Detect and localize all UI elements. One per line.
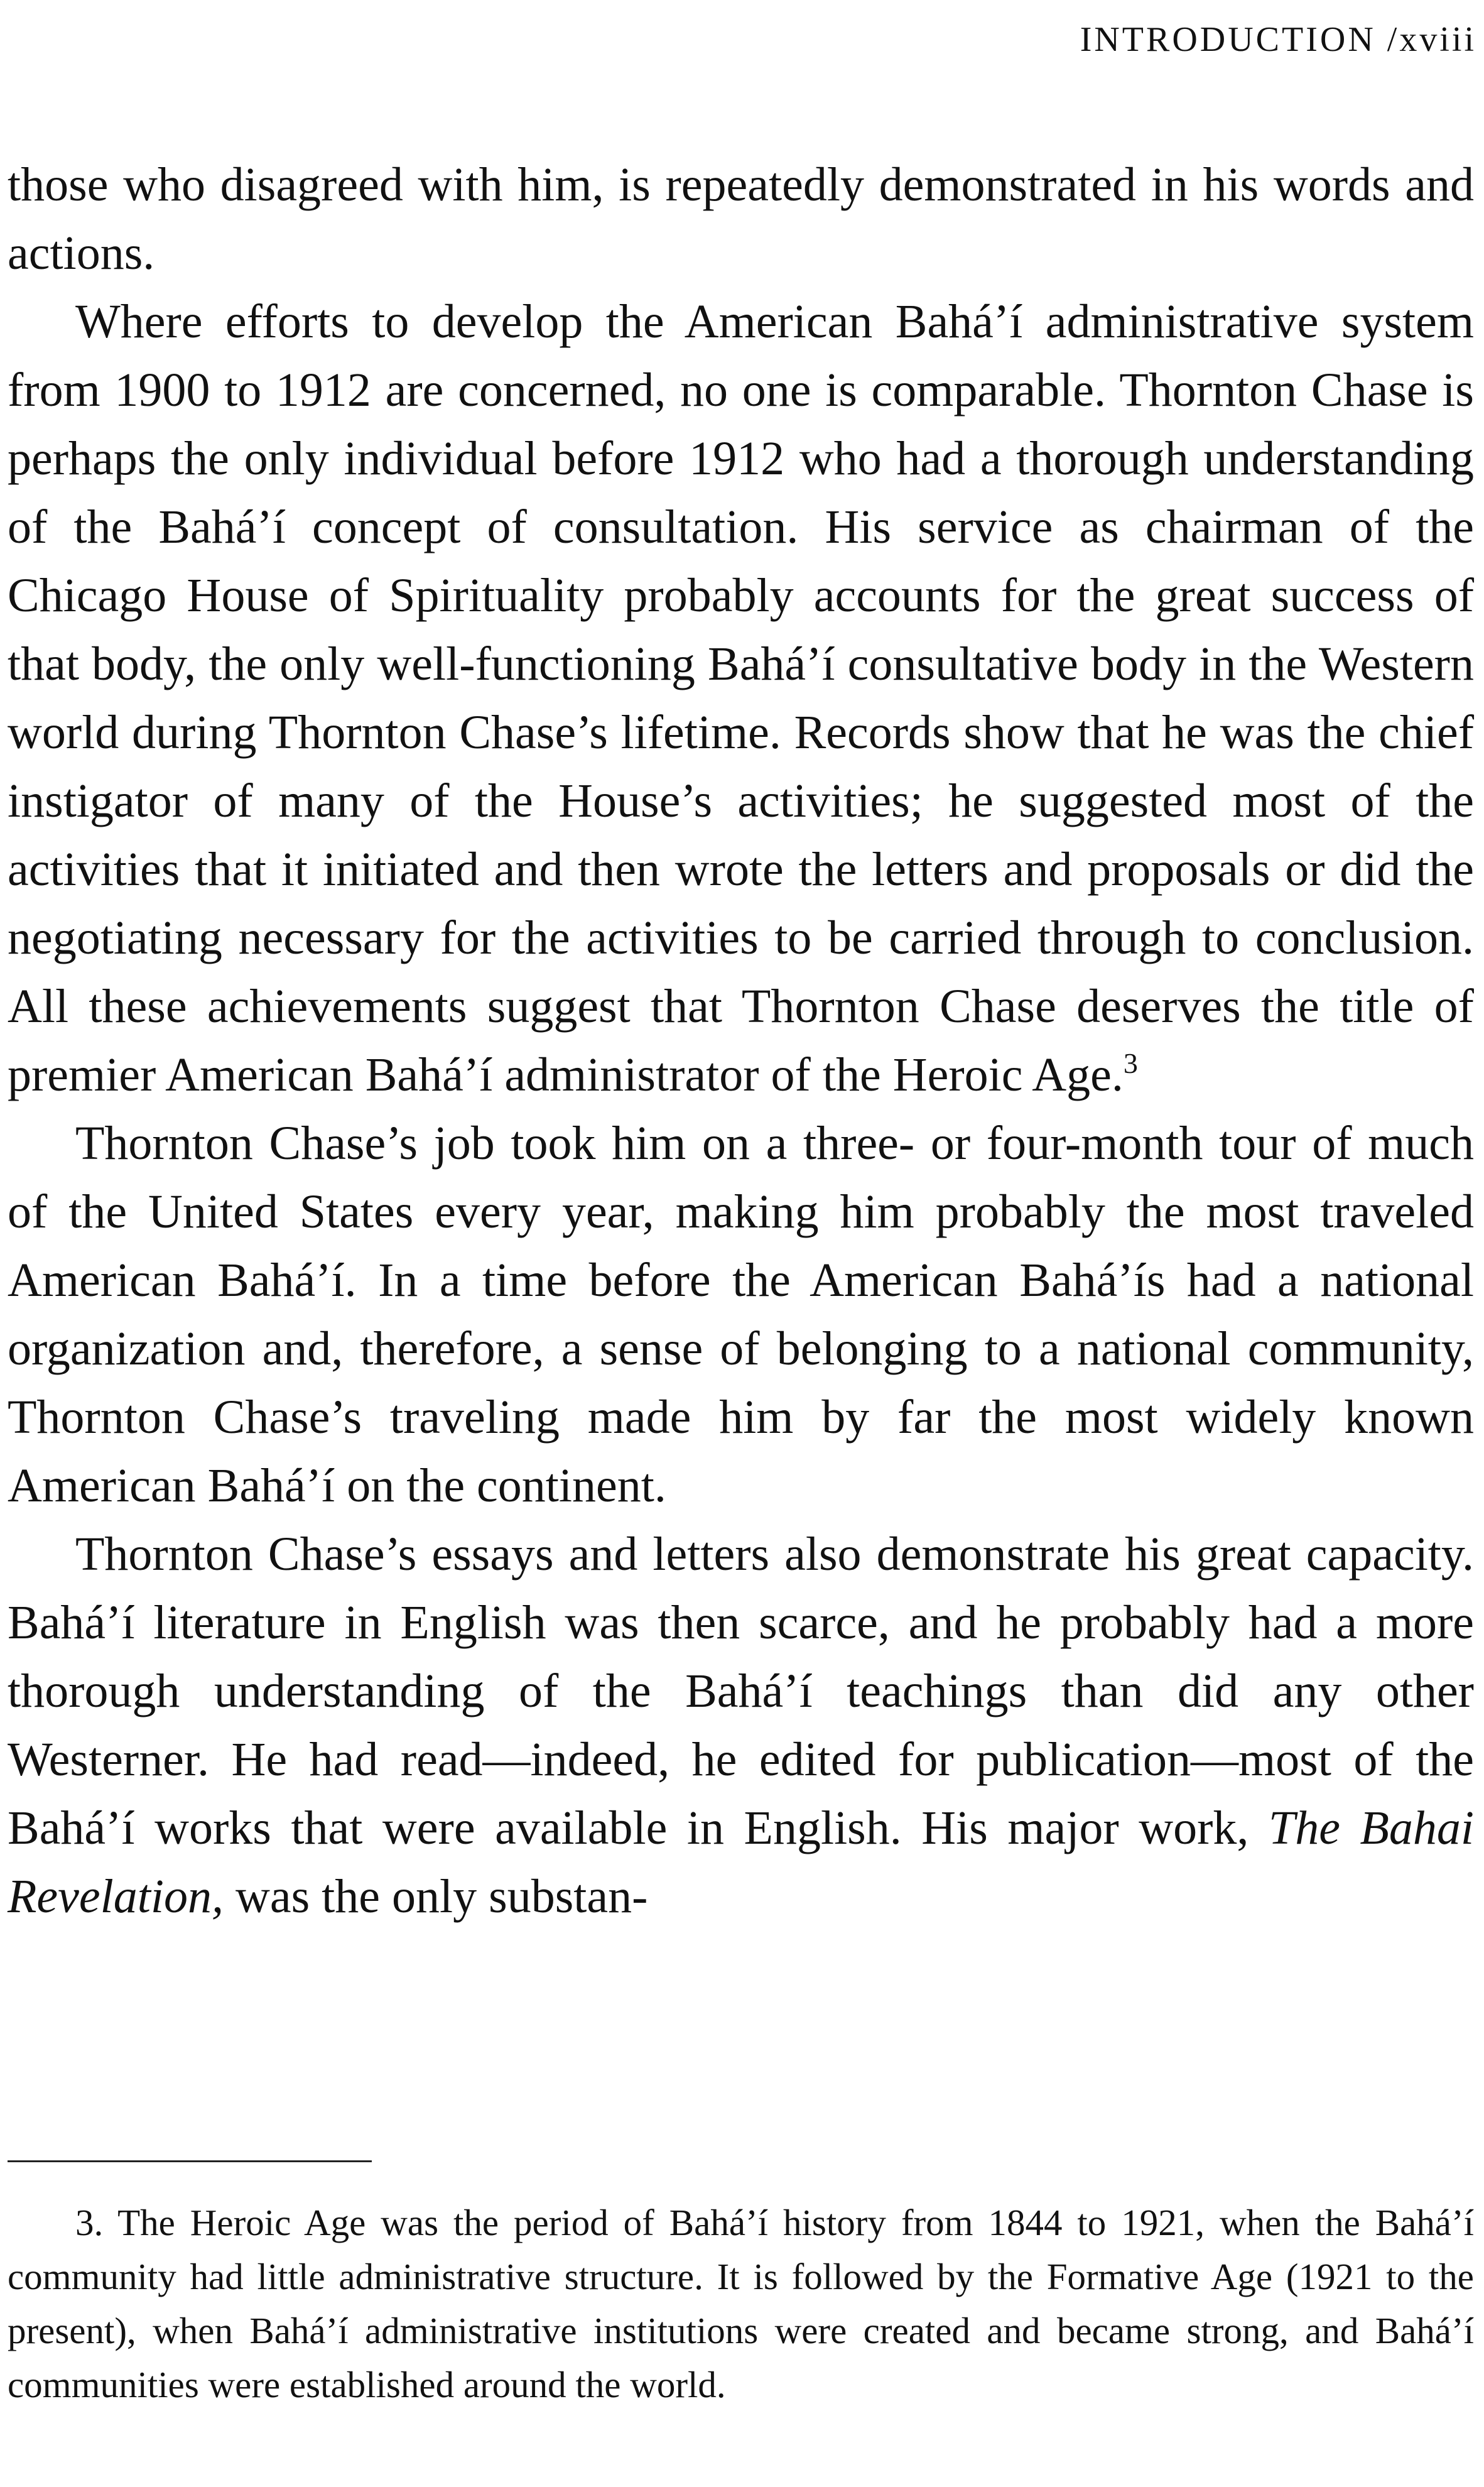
paragraph-4 bbox=[8, 1520, 1474, 1931]
running-head: INTRODUCTION /xviii bbox=[1080, 20, 1476, 59]
footnote-reference: 3 bbox=[1123, 1047, 1138, 1079]
paragraph-4-text-end: was the only substan- bbox=[223, 1870, 648, 1923]
book-title: The Bahai Revelation, bbox=[8, 1802, 1474, 1923]
footnote-divider bbox=[8, 2160, 372, 2162]
paragraph-3: Thornton Chase’s job took him on a three- or four-month tour of much of the United States every year, making him probably the most traveled American Bahá’í. In a time before the American Bahá’ís had a national organization and, therefore, a sense of belonging to a national community, Thornton Chase’s traveling made him by far the most widely known American Bahá’í on the continent. bbox=[8, 1117, 1474, 1512]
body-text bbox=[8, 151, 1474, 1931]
footnote: 3. The Heroic Age was the period of Bahá’í history from 1844 to 1921, when the Bahá’í community had little administrative structure. It is followed by the Formative Age (1921 to the present), when Bahá’í administrative institutions were created and became strong, and Bahá’í communities were established around the world. bbox=[8, 2202, 1474, 2405]
paragraph-4-text-start: Thornton Chase’s essays and letters also demonstrate his great capacity. Bahá’í literature in English was then scarce, and he probably had a more thorough understanding of the Bahá’í teachings than did any other Westerner. He had read—indeed, he edited for publication—most of the Bahá’í works that were available in English. His major work, bbox=[8, 1528, 1474, 1854]
paragraph-2 bbox=[8, 288, 1474, 1109]
paragraph-1: those who disagreed with him, is repeatedly demonstrated in his words and actions. bbox=[8, 158, 1474, 280]
paragraph-2-text: Where efforts to develop the American Bahá’í administrative system from 1900 to 1912 are concerned, no one is comparable. Thornton Chase is perhaps the only individual before 1912 who had a thorough understanding of the Bahá’í concept of consultation. His service as chairman of the Chicago House of Spirituality probably accounts for the great success of that body, the only well-functioning Bahá’í consultative body in the Western world during Thornton Chase’s lifetime. Records show that he was the chief instigator of many of the House’s activities; he suggested most of the activities that it initiated and then wrote the letters and proposals or did the negotiating necessary for the activities to be carried through to conclusion. All these achievements suggest that Thornton Chase deserves the title of premier American Bahá’í administrator of the Heroic Age. bbox=[8, 295, 1474, 1101]
